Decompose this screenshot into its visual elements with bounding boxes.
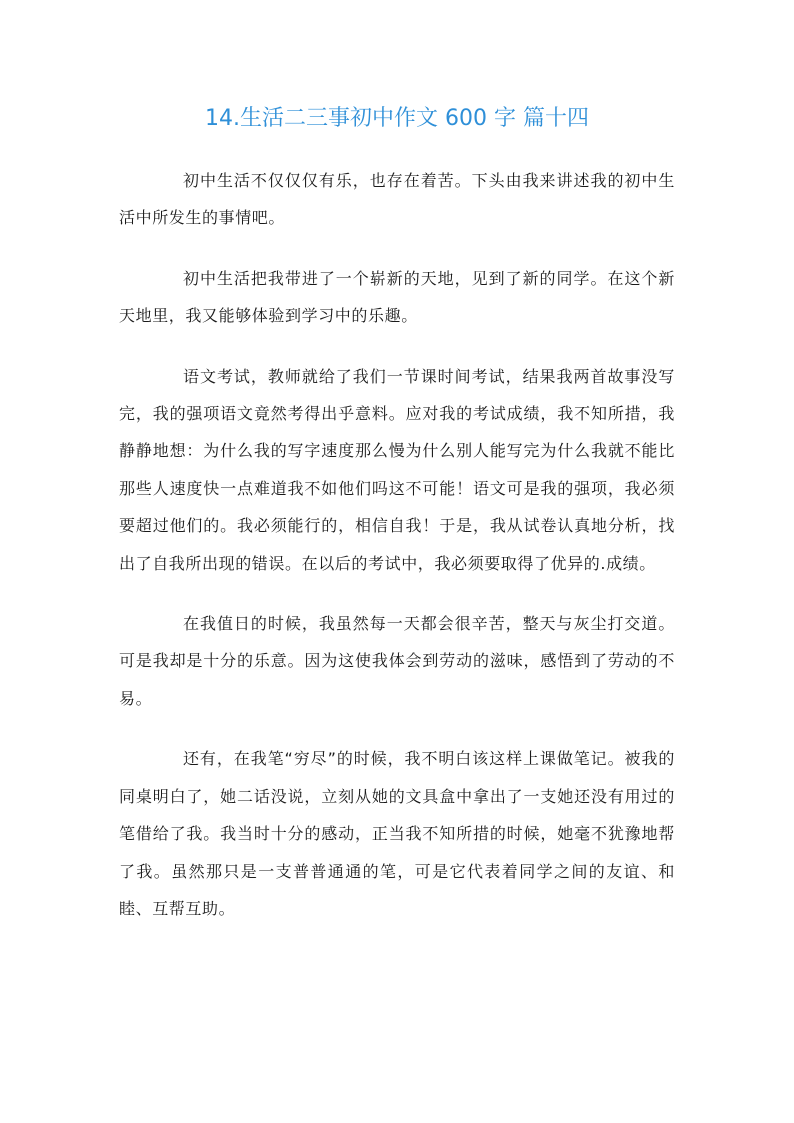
paragraph-3: 语文考试，教师就给了我们一节课时间考试，结果我两首故事没写完，我的强项语文竟然考得出乎意料。应对我的考试成绩，我不知所措，我静静地想：为什么我的写字速度那么慢为什么别人能写完为什么我就不能比那些人速度快一点难道我不如他们吗这不可能！语文可是我的强项，我必须要超过他们的。我必须能行的，相信自我！于是，我从试卷认真地分析，找出了自我所出现的错误。在以后的考试中，我必须要取得了优异的.成绩。 <box>119 366 675 573</box>
paragraph-4: 在我值日的时候，我虽然每一天都会很辛苦，整天与灰尘打交道。可是我却是十分的乐意。因为这使我体会到劳动的滋味，感悟到了劳动的不易。 <box>119 614 675 708</box>
paragraph-1: 初中生活不仅仅仅有乐，也存在着苦。下头由我来讲述我的初中生活中所发生的事情吧。 <box>119 171 675 228</box>
paragraph-2: 初中生活把我带进了一个崭新的天地，见到了新的同学。在这个新天地里，我又能够体验到学习中的乐趣。 <box>119 268 675 326</box>
paragraph-5: 还有，在我笔“穷尽”的时候，我不明白该这样上课做笔记。被我的同桌明白了，她二话没说，立刻从她的文具盒中拿出了一支她还没有用过的笔借给了我。我当时十分的感动，正当我不知所措的时候，她毫不犹豫地帮了我。虽然那只是一支普普通通的笔，可是它代表着同学之间的友谊、和睦、互帮互助。 <box>119 749 675 918</box>
document-body <box>119 162 675 950</box>
document-title: 14.生活二三事初中作文 600 字 篇十四 <box>205 106 589 131</box>
